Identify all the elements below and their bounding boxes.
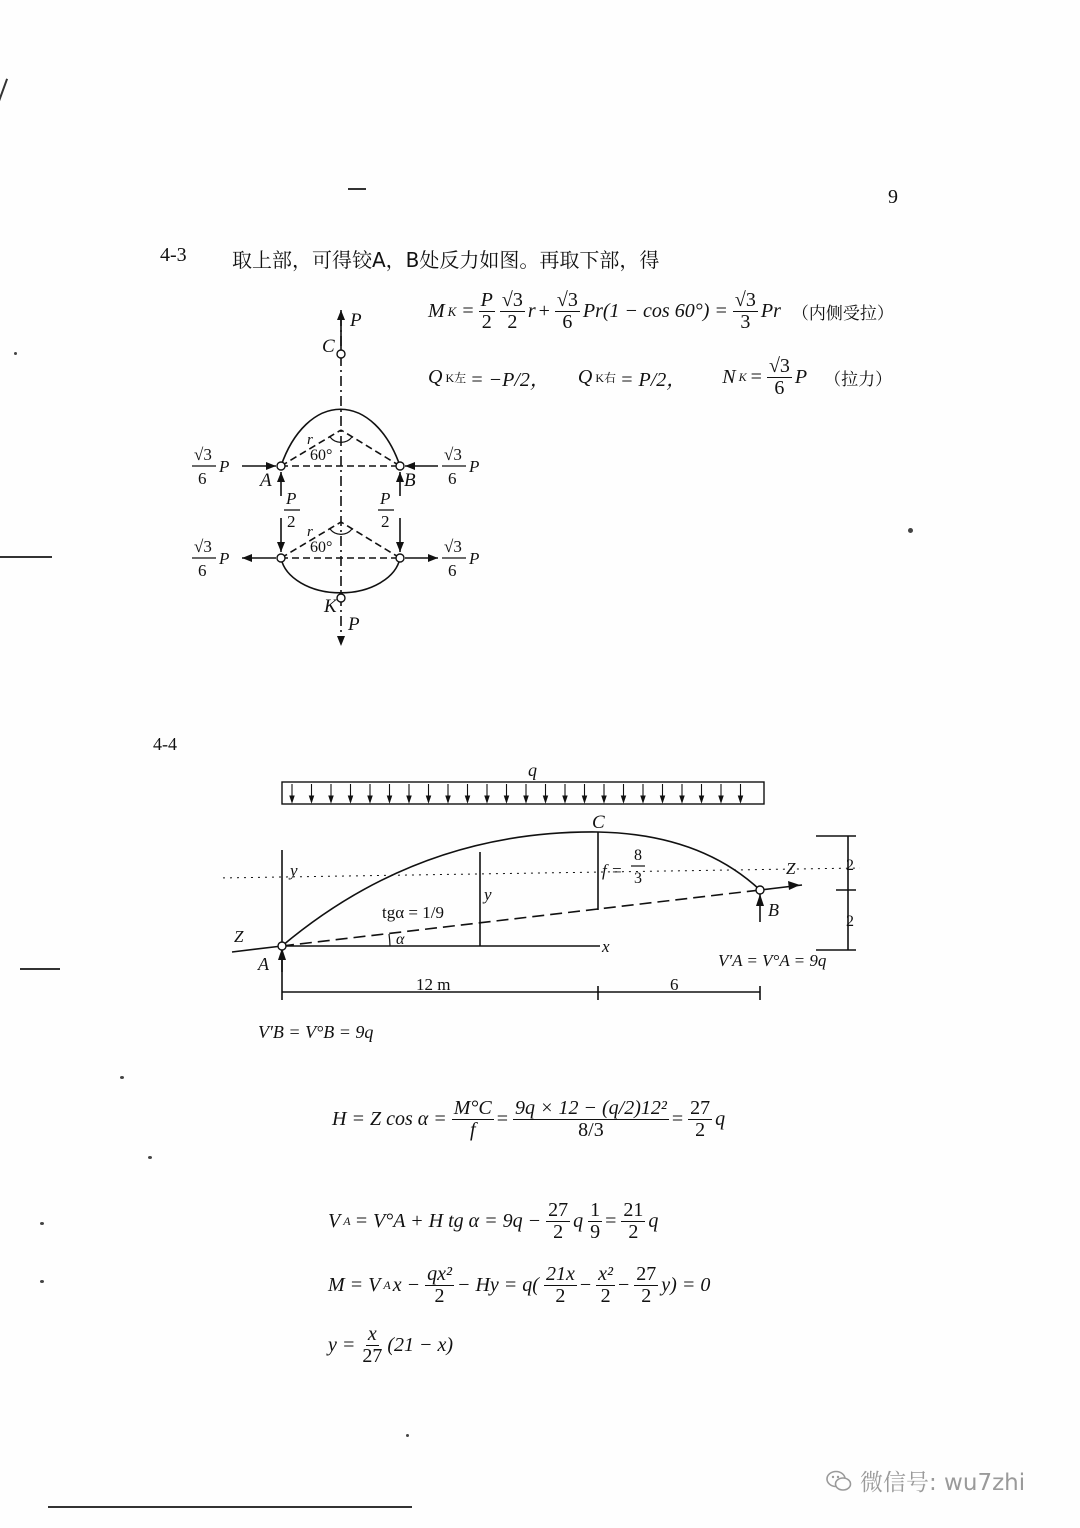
label-p2-num: P [380,489,391,508]
load-arrow-head [583,796,587,802]
load-arrow-head [446,796,450,802]
dim-2-bottom: 2 [846,913,854,930]
load-arrow-head [680,796,684,802]
label-p2-num: P [286,489,297,508]
fraction: $\frac{M^\circ C}{f}$ [453,1097,492,1141]
page-number: 9 [888,186,898,208]
label-b: B [404,470,416,491]
load-arrow-head [368,796,372,802]
label-p: P [219,549,230,568]
scan-mark [348,188,366,190]
equation-h: H = Z cos α = $\frac{M^\circ C}{f}$ = $\frac{\text{9q × 12 − (q/2)12²}}{8/3}$ = $\frac{27}{2}$ q [332,1097,726,1141]
scan-mark [0,78,8,101]
label-p2-den: 2 [381,512,390,531]
label-p: P [469,549,480,568]
fraction: $\frac{P}{2}$ [480,289,493,333]
label-60-lower: 60° [310,539,333,556]
mk-subscript: K [447,303,457,319]
fraction: $\frac{\text{9q × 12 − (q/2)12²}}{8/3}$ [515,1097,667,1141]
load-arrow-head [329,796,333,802]
label-sqrt3: √3 [194,537,212,556]
label-b: B [768,900,779,920]
watermark-text: 微信号: wu7zhi [860,1470,1026,1496]
figure-4-3-ring-diagram [180,300,490,650]
scan-speck [14,352,17,355]
label-sqrt3: √3 [444,445,462,464]
label-f-num: 8 [634,847,642,864]
label-sqrt3: √3 [444,537,462,556]
equation-va: V A = V°A + H tg α = 9q − $\frac{27}{2}$ q $\frac{1}{9}$ = $\frac{21}{2}$ q [328,1199,659,1243]
watermark [826,1464,1025,1497]
label-z-left: Z [234,927,244,946]
fraction: $\frac{√3}{6}$ [768,355,790,399]
load-arrow-head [563,796,567,802]
load-arrow-head [641,796,645,802]
load-arrow-head [739,796,743,802]
label-y-axis: y [290,861,298,880]
label-r-lower: r [307,524,313,540]
load-arrow-head [310,796,314,802]
wechat-icon [826,1470,852,1492]
fraction: $\frac{\text{qx²}}{2}$ [427,1263,452,1307]
load-arrow-head [388,796,392,802]
scan-speck [120,1076,124,1079]
load-arrow-head [622,796,626,802]
dim-6: 6 [670,975,679,994]
label-p: P [469,457,480,476]
label-6: 6 [448,561,457,580]
label-6: 6 [198,469,207,488]
load-arrow-head [505,796,509,802]
label-f: f = [602,861,623,880]
load-arrow-head [719,796,723,802]
label-p2-den: 2 [287,512,296,531]
scan-speck [908,528,913,533]
load-arrow-head [661,796,665,802]
scan-speck [40,1222,44,1225]
label-k: K [324,596,337,617]
load-arrow-head [466,796,470,802]
fraction: $\frac{27}{2}$ [636,1263,657,1307]
label-60-upper: 60° [310,447,333,464]
load-arrow-head [290,796,294,802]
equation-moment-k: M K = $\frac{P}{2}$ $\frac{√3}{2}$ r + $\frac{√3}{6}$ Pr(1 − cos 60°) = $\frac{√3}{3}$ Pr （内侧受拉） [428,289,894,333]
scan-speck [148,1156,152,1159]
label-a: A [258,954,269,974]
fraction: $\frac{√3}{3}$ [734,289,756,333]
scan-speck [40,1280,44,1283]
scan-mark [20,968,60,970]
label-f-den: 3 [634,870,642,887]
problem-4-3-intro: 取上部，可得铰A，B处反力如图。再取下部，得 [232,248,660,272]
equation-y: y = $\frac{x}{27}$ (21 − x) [328,1323,454,1367]
figure-4-4-arch-diagram [220,760,860,1060]
scan-line [48,1506,412,1508]
load-arrow-head [602,796,606,802]
fraction: $\frac{\text{x²}}{2}$ [598,1263,613,1307]
fraction: $\frac{27}{2}$ [690,1097,711,1141]
label-x: x [602,937,610,956]
label-6: 6 [198,561,207,580]
load-arrow-head [524,796,528,802]
scan-speck [406,1434,409,1437]
fraction: $\frac{27}{2}$ [548,1199,569,1243]
load-arrow-head [485,796,489,802]
scan-mark [0,556,52,558]
dim-2-top: 2 [846,857,854,874]
label-6: 6 [448,469,457,488]
label-y: y [484,885,492,904]
label-va: V′A = V°A = 9q [718,951,827,970]
label-tg-alpha: tgα = 1/9 [382,903,444,922]
label-c: C [592,812,605,833]
label-q: q [528,760,537,780]
problem-4-4-number: 4-4 [153,734,177,754]
load-arrow-head [407,796,411,802]
equation-shear-axial-k: Q K左 = −P/2， Q K右 = P/2， N K = $\frac{√3}{6}$ P （拉力） [428,355,893,399]
label-r-upper: r [307,432,313,448]
fraction: $\frac{21}{2}$ [623,1199,644,1243]
label-z-right: Z [786,859,796,878]
equation-m: M = V A x − $\frac{\text{qx²}}{2}$ − Hy = q( $\frac{21x}{2}$ − $\frac{\text{x²}}{2}$ − $\frac{27}{2}$ y) = 0 [328,1263,711,1307]
label-sqrt3: √3 [194,445,212,464]
mk-symbol: M [428,300,445,322]
label-p: P [219,457,230,476]
arch-curve [282,832,760,946]
load-arrow-head [349,796,353,802]
dim-12m: 12 m [416,975,451,994]
fraction: $\frac{x}{27}$ [362,1323,383,1367]
label-p-top: P [350,310,362,331]
label-p-bottom: P [348,614,360,635]
load-arrow-head [700,796,704,802]
label-alpha: α [396,931,405,948]
label-vb: V′B = V°B = 9q [258,1022,374,1042]
load-arrow-head [427,796,431,802]
fraction: $\frac{21x}{2}$ [545,1263,575,1307]
fraction: $\frac{1}{9}$ [590,1199,601,1243]
label-c: C [322,336,335,357]
load-arrow-head [544,796,548,802]
fraction: $\frac{√3}{2}$ [501,289,523,333]
problem-4-3-number: 4-3 [160,244,187,266]
fraction: $\frac{√3}{6}$ [556,289,578,333]
label-a: A [260,470,272,491]
